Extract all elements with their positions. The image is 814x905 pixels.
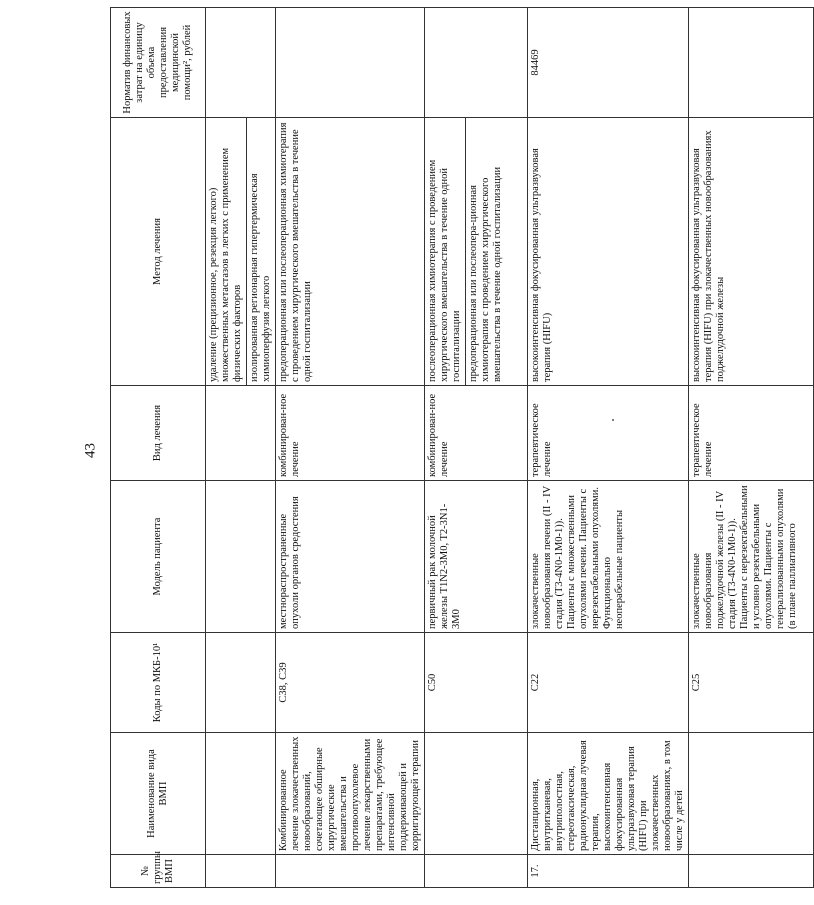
cell-group-no: 17. (528, 855, 689, 888)
header-treatment-method: Метод лечения (111, 118, 206, 386)
cell-patient-model: местнораспространенные опухоли органов средостения (276, 481, 425, 633)
header-treatment-type: Вид лечения (111, 386, 206, 481)
cell-patient-model (206, 481, 276, 633)
cell-treatment-type (206, 386, 276, 481)
cell-group-no (689, 855, 814, 888)
cell-cost-standard: 84469 (528, 8, 689, 118)
table-row (689, 8, 814, 888)
cell-vmp-name (689, 733, 814, 855)
table-body (206, 8, 814, 888)
cell-cost-standard (689, 8, 814, 118)
method-item: высокоинтенсивная фокусированная ультразвуковая терапия (HIFU) (530, 148, 553, 382)
cell-treatment-method (206, 118, 276, 386)
header-cost-standard: Норматив финансовых затрат на единицу объема предоставления медицинской помощи², рублей (111, 8, 206, 118)
table-row (528, 8, 689, 888)
cell-treatment-method (276, 118, 425, 386)
method-item: высокоинтенсивная фокусированная ультразвуковая терапия (HIFU) при злокачественных новообразованиях поджелудочной железы (691, 130, 726, 382)
cell-group-no (425, 855, 528, 888)
cell-mkb-codes: C38, C39 (276, 633, 425, 733)
cell-vmp-name: Дистанционная, внутритканевая, внутриполостная, стереотаксическая, радионуклидная лучевая терапия, высокоинтенсивная фокусированная ультразвуковая терапия (HIFU) при злокачественных новообразованиях, в том числе у детей (528, 733, 689, 855)
table-row (425, 8, 528, 888)
header-group-no: № группы ВМП (111, 855, 206, 888)
cell-patient-model: злокачественные новообразования печени (II - IV стадия (T3-4N0-1M0-1)). Пациенты с множественными опухолями печени. Пациенты с нерезектабельными опухолями. Функционально неоперабельные пациенты (528, 481, 689, 633)
cell-cost-standard (276, 8, 425, 118)
cell-cost-standard (206, 8, 276, 118)
cell-mkb-codes: C22 (528, 633, 689, 733)
table-header-row (111, 8, 206, 888)
page-number: 43 (82, 443, 99, 458)
cell-patient-model: злокачественные новообразования поджелудочной железы (II - IV стадия (T3-4N0-1M0-1)). Пациенты с нерезектабельными и условно резектабельными опухолями. Пациенты с генерализованными опухолями (в плане паллиативного (689, 481, 814, 633)
table-row (276, 8, 425, 888)
cell-vmp-name: Комбинированное лечение злокачественных новообразований, сочетающее обширные хирургические вмешательства и противоопухолевое лечение лекарственными препаратами, требующее интенсивной поддерживающей и корригирующей терапии (276, 733, 425, 855)
header-vmp-name: Наименование вида ВМП (111, 733, 206, 855)
vmp-table (110, 7, 814, 888)
cell-treatment-type: комбинирован-ное лечение (425, 386, 528, 481)
header-mkb-codes: Коды по МКБ-10¹ (111, 633, 206, 733)
rotated-table-wrapper (110, 8, 798, 888)
method-item: изолированная регионарная гипертермическая химиоперфузия легкого (249, 173, 272, 382)
cell-treatment-type: комбинирован-ное лечение (276, 386, 425, 481)
cell-treatment-type: терапевтическое лечение (689, 386, 814, 481)
cell-mkb-codes: C25 (689, 633, 814, 733)
cell-mkb-codes (206, 633, 276, 733)
cell-vmp-name (206, 733, 276, 855)
cell-group-no (276, 855, 425, 888)
cell-treatment-method (528, 118, 689, 386)
method-item: удаление (прецизионное, резекция легкого) множественных метастазов в легких с применением физических факторов (206, 118, 247, 385)
cell-patient-model: первичный рак молочной железы T1N2-3M0, T2-3N1-3M0 (425, 481, 528, 633)
cell-group-no (206, 855, 276, 888)
method-item: послеоперационная химиотерапия с проведением хирургического вмешательства в течение одной госпитализации (425, 118, 466, 385)
cell-mkb-codes: C50 (425, 633, 528, 733)
cell-vmp-name (425, 733, 528, 855)
table-row (206, 8, 276, 888)
cell-cost-standard (425, 8, 528, 118)
cell-treatment-method (689, 118, 814, 386)
method-item: предоперационная или послеопера-ционная химиотерапия с проведением хирургического вмешательства в течение одной госпитализации (468, 166, 503, 382)
header-patient-model: Модель пациента (111, 481, 206, 633)
cell-treatment-method (425, 118, 528, 386)
method-item: предоперационная или послеоперационная химиотерапия с проведением хирургического вмешательства в течение одной госпитализации (278, 122, 313, 382)
cell-treatment-type: терапевтическое лечение (528, 386, 689, 481)
